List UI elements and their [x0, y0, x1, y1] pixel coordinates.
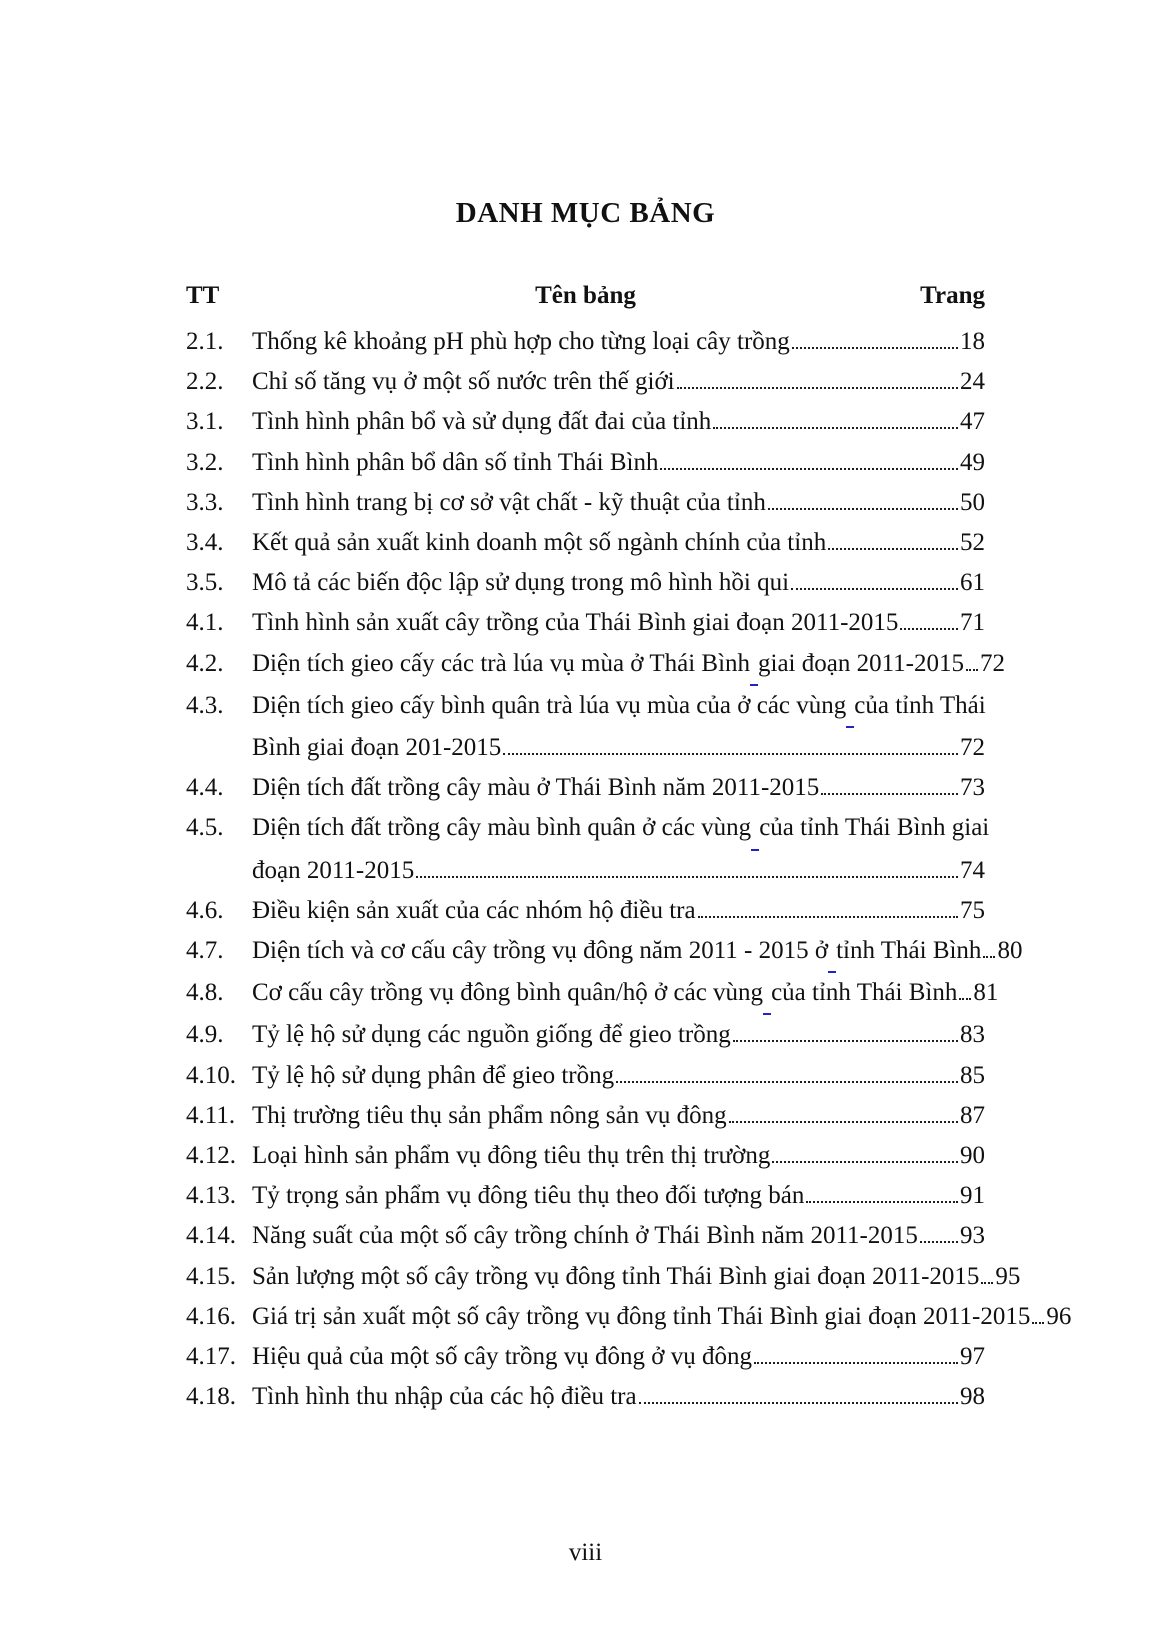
dot-leader: [772, 1161, 958, 1163]
entry-title: Tỷ lệ hộ sử dụng các nguồn giống để gieo trồng: [252, 1021, 731, 1049]
toc-entry: [186, 443, 985, 483]
entry-title: Diện tích gieo cấy các trà lúa vụ mùa ở Thái Bình giai đoạn 2011-2015: [252, 644, 964, 686]
entry-page: 47: [960, 408, 985, 436]
entry-page: 83: [960, 1021, 985, 1049]
entry-number: 3.3.: [186, 488, 224, 516]
toc-entry-continuation: [186, 851, 985, 891]
entry-number: 4.7.: [186, 937, 224, 965]
toc-entry: [186, 523, 985, 563]
dot-leader: [616, 1081, 958, 1083]
entry-number: 4.11.: [186, 1101, 236, 1129]
dot-leader: [966, 669, 978, 671]
entry-title: Thống kê khoảng pH phù hợp cho từng loại cây trồng: [252, 328, 790, 355]
entry-number: 4.5.: [186, 814, 224, 842]
toc-entry: [186, 808, 990, 850]
entry-number: 4.3.: [186, 691, 224, 719]
dot-leader: [660, 468, 958, 470]
dot-leader: [729, 1121, 958, 1123]
entry-page: 61: [960, 569, 985, 597]
entry-title: Tình hình sản xuất cây trồng của Thái Bình giai đoạn 2011-2015: [252, 609, 899, 637]
entry-number: 4.8.: [186, 979, 224, 1007]
entry-number: 2.2.: [186, 368, 224, 396]
entry-number: 4.15.: [186, 1262, 236, 1290]
entry-title: Tình hình thu nhập của các hộ điều tra: [252, 1383, 637, 1411]
entry-title: Điều kiện sản xuất của các nhóm hộ điều tra: [252, 896, 696, 924]
toc-entry: [186, 686, 985, 728]
entry-page: 74: [960, 856, 985, 884]
toc-entry: [186, 1216, 985, 1256]
entry-page: 24: [960, 368, 985, 396]
entry-page: 80: [997, 937, 1023, 965]
page-number-footer: viii: [568, 1539, 603, 1566]
entry-number: 4.16.: [186, 1302, 236, 1330]
entry-number: 4.18.: [186, 1383, 236, 1411]
entry-title: Tình hình trang bị cơ sở vật chất - kỹ thuật của tỉnh: [252, 488, 766, 516]
entry-title: Tỷ trọng sản phẩm vụ đông tiêu thụ theo đối tượng bán: [252, 1182, 805, 1210]
entry-page: 75: [960, 896, 985, 924]
entry-number: 4.6.: [186, 896, 224, 924]
entry-page: 81: [973, 979, 999, 1007]
entry-title: Hiệu quả của một số cây trồng vụ đông ở vụ đông: [252, 1343, 752, 1371]
entry-page: 18: [960, 328, 985, 355]
entry-page: 50: [960, 488, 985, 516]
entry-page: 71: [960, 609, 985, 637]
toc-entry: [186, 1015, 985, 1055]
entry-title: Diện tích gieo cấy bình quân trà lúa vụ mùa của ở các vùng của tỉnh Thái: [252, 686, 986, 728]
dot-leader: [959, 998, 971, 1000]
entry-page: 97: [960, 1343, 985, 1371]
dot-leader: [754, 1362, 958, 1364]
dot-leader: [698, 916, 958, 918]
entry-number: 2.1.: [186, 328, 224, 355]
dot-leader: [828, 548, 958, 550]
entry-page: 85: [960, 1061, 985, 1089]
dot-leader: [677, 387, 958, 389]
entry-title: Năng suất của một số cây trồng chính ở Thái Bình năm 2011-2015: [252, 1222, 918, 1250]
toc-entry-continuation: [186, 728, 985, 768]
entry-page: 91: [960, 1182, 985, 1210]
entry-page: 98: [960, 1383, 985, 1411]
entry-number: 3.1.: [186, 408, 224, 436]
entry-page: 93: [960, 1222, 985, 1250]
dot-leader: [792, 347, 958, 349]
entry-number: 4.10.: [186, 1061, 236, 1089]
dot-leader: [981, 1282, 993, 1284]
entry-title: Giá trị sản xuất một số cây trồng vụ đông tỉnh Thái Bình giai đoạn 2011-2015: [252, 1302, 1031, 1330]
toc-entry: [186, 1096, 985, 1136]
dot-leader: [806, 1201, 958, 1203]
entry-title: Cơ cấu cây trồng vụ đông bình quân/hộ ở các vùng của tỉnh Thái Bình: [252, 973, 957, 1015]
inserted-space-mark: [751, 808, 759, 850]
page-title: DANH MỤC BẢNG: [455, 197, 716, 229]
toc-entry: [186, 644, 1005, 686]
entry-number: 4.14.: [186, 1222, 236, 1250]
toc-entry: [186, 768, 985, 808]
entry-number: 4.4.: [186, 774, 224, 802]
entry-page: 49: [960, 448, 985, 476]
header-col-tt: TT: [186, 282, 220, 309]
entry-number: 3.2.: [186, 448, 224, 476]
entry-title: Chỉ số tăng vụ ở một số nước trên thế giới: [252, 368, 675, 396]
entry-page: 96: [1046, 1302, 1072, 1330]
entry-title: Thị trường tiêu thụ sản phẩm nông sản vụ đông: [252, 1101, 727, 1129]
dot-leader: [768, 508, 958, 510]
toc-entry: [186, 1377, 985, 1417]
list-header-row: [186, 276, 985, 316]
toc-entry: [186, 1056, 985, 1096]
dot-leader: [713, 427, 958, 429]
toc-entry: [186, 322, 985, 362]
dot-leader: [900, 628, 958, 630]
entry-number: 3.5.: [186, 569, 224, 597]
toc-entry: [186, 483, 985, 523]
entry-number: 4.9.: [186, 1021, 224, 1049]
entry-title: Tỷ lệ hộ sử dụng phân để gieo trồng: [252, 1061, 615, 1089]
entry-title: đoạn 2011-2015: [252, 856, 415, 884]
entry-title: Tình hình phân bổ và sử dụng đất đai của tỉnh: [252, 408, 712, 436]
dot-leader: [920, 1241, 958, 1243]
toc-entry: [186, 1257, 1021, 1297]
entry-number: 4.2.: [186, 649, 224, 677]
toc-entry: [186, 973, 999, 1015]
entry-title: Tình hình phân bổ dân số tỉnh Thái Bình: [252, 448, 659, 476]
header-col-name: Tên bảng: [535, 282, 636, 309]
entry-title: Loại hình sản phẩm vụ đông tiêu thụ trên thị trường: [252, 1142, 771, 1170]
toc-entry: [186, 1337, 985, 1377]
dot-leader: [791, 588, 958, 590]
entry-title: Sản lượng một số cây trồng vụ đông tỉnh Thái Bình giai đoạn 2011-2015: [252, 1262, 980, 1290]
entry-page: 87: [960, 1101, 985, 1129]
toc-entry: [186, 1176, 985, 1216]
entry-number: 3.4.: [186, 529, 224, 557]
entry-title: Mô tả các biến độc lập sử dụng trong mô hình hồi qui: [252, 569, 790, 597]
entry-number: 4.12.: [186, 1142, 236, 1170]
dot-leader: [639, 1402, 958, 1404]
toc-entry: [186, 563, 985, 603]
entry-page: 73: [960, 774, 985, 802]
entry-page: 72: [960, 734, 985, 762]
entry-title: Diện tích và cơ cấu cây trồng vụ đông năm 2011 - 2015 ở tỉnh Thái Bình: [252, 931, 981, 973]
entry-page: 52: [960, 529, 985, 557]
inserted-space-mark: [828, 931, 836, 973]
toc-entry: [186, 603, 985, 643]
dot-leader: [821, 793, 958, 795]
inserted-space-mark: [750, 644, 758, 686]
entry-title: Kết quả sản xuất kinh doanh một số ngành chính của tỉnh: [252, 529, 827, 557]
dot-leader: [983, 956, 995, 958]
toc-entry: [186, 891, 985, 931]
entry-title: Diện tích đất trồng cây màu bình quân ở các vùng của tỉnh Thái Bình giai: [252, 808, 989, 850]
dot-leader: [733, 1040, 958, 1042]
toc-entry: [186, 402, 985, 442]
toc-entry: [186, 1297, 1072, 1337]
toc-entry: [186, 931, 1023, 973]
toc-entry: [186, 1136, 985, 1176]
entry-number: 4.17.: [186, 1343, 236, 1371]
entry-title: Diện tích đất trồng cây màu ở Thái Bình năm 2011-2015: [252, 774, 820, 802]
header-col-page: Trang: [920, 282, 985, 309]
dot-leader: [503, 753, 958, 755]
entry-page: 72: [980, 649, 1005, 677]
entry-title: Bình giai đoạn 201-2015: [252, 734, 502, 762]
dot-leader: [416, 876, 958, 878]
toc-entry: [186, 362, 985, 402]
table-of-tables-list: [186, 322, 1072, 1417]
entry-number: 4.1.: [186, 609, 224, 637]
dot-leader: [1032, 1322, 1044, 1324]
entry-page: 95: [995, 1262, 1021, 1290]
inserted-space-mark: [763, 973, 771, 1015]
entry-number: 4.13.: [186, 1182, 236, 1210]
entry-page: 90: [960, 1142, 985, 1170]
